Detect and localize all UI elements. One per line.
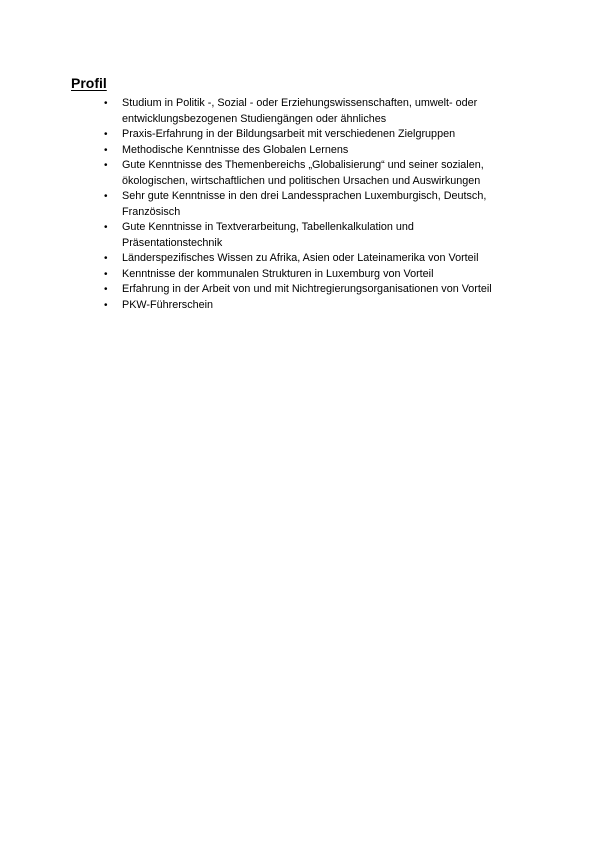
bullet-icon: • xyxy=(104,129,108,140)
list-item-text: Studium in Politik -, Sozial - oder Erziehungswissenschaften, umwelt- oder entwicklungsbezogenen Studiengängen oder ähnliches xyxy=(122,97,478,125)
profile-bullet-list xyxy=(0,96,600,313)
bullet-icon: • xyxy=(104,98,108,109)
bullet-icon: • xyxy=(104,268,108,280)
list-item xyxy=(0,96,522,127)
bullet-icon: • xyxy=(104,191,108,202)
list-item xyxy=(0,251,522,267)
list-item xyxy=(0,143,522,159)
list-item-text: Sehr gute Kenntnisse in den drei Landessprachen Luxemburgisch, Deutsch, Französisch xyxy=(122,190,487,218)
bullet-icon: • xyxy=(104,253,108,264)
list-item-text: Gute Kenntnisse in Textverarbeitung, Tabellenkalkulation und Präsentationstechnik xyxy=(122,221,414,249)
list-item xyxy=(0,282,522,298)
list-item-text: Erfahrung in der Arbeit von und mit Nichtregierungsorganisationen von Vorteil xyxy=(122,283,492,295)
bullet-icon: • xyxy=(104,144,108,156)
list-item-text: PKW-Führerschein xyxy=(122,298,214,311)
list-item xyxy=(0,189,522,220)
bullet-icon: • xyxy=(104,284,108,295)
section-heading-profil: Profil xyxy=(71,75,107,91)
list-item-text: Kenntnisse der kommunalen Strukturen in Luxemburg von Vorteil xyxy=(122,267,434,280)
list-item-text: Methodische Kenntnisse des Globalen Lernens xyxy=(122,143,349,156)
list-item-text: Länderspezifisches Wissen zu Afrika, Asien oder Lateinamerika von Vorteil xyxy=(122,252,479,264)
list-item xyxy=(0,158,522,189)
list-item xyxy=(0,298,522,314)
list-item xyxy=(0,220,522,251)
list-item xyxy=(0,267,522,283)
list-item-text: Praxis-Erfahrung in der Bildungsarbeit mit verschiedenen Zielgruppen xyxy=(122,128,456,140)
bullet-icon: • xyxy=(104,299,108,311)
bullet-icon: • xyxy=(104,222,108,233)
list-item xyxy=(0,127,522,143)
bullet-icon: • xyxy=(104,160,108,171)
list-item-text: Gute Kenntnisse des Themenbereichs „Globalisierung“ und seiner sozialen, ökologischen, wirtschaftlichen und politischen Ursachen und Auswirkungen xyxy=(122,159,484,187)
